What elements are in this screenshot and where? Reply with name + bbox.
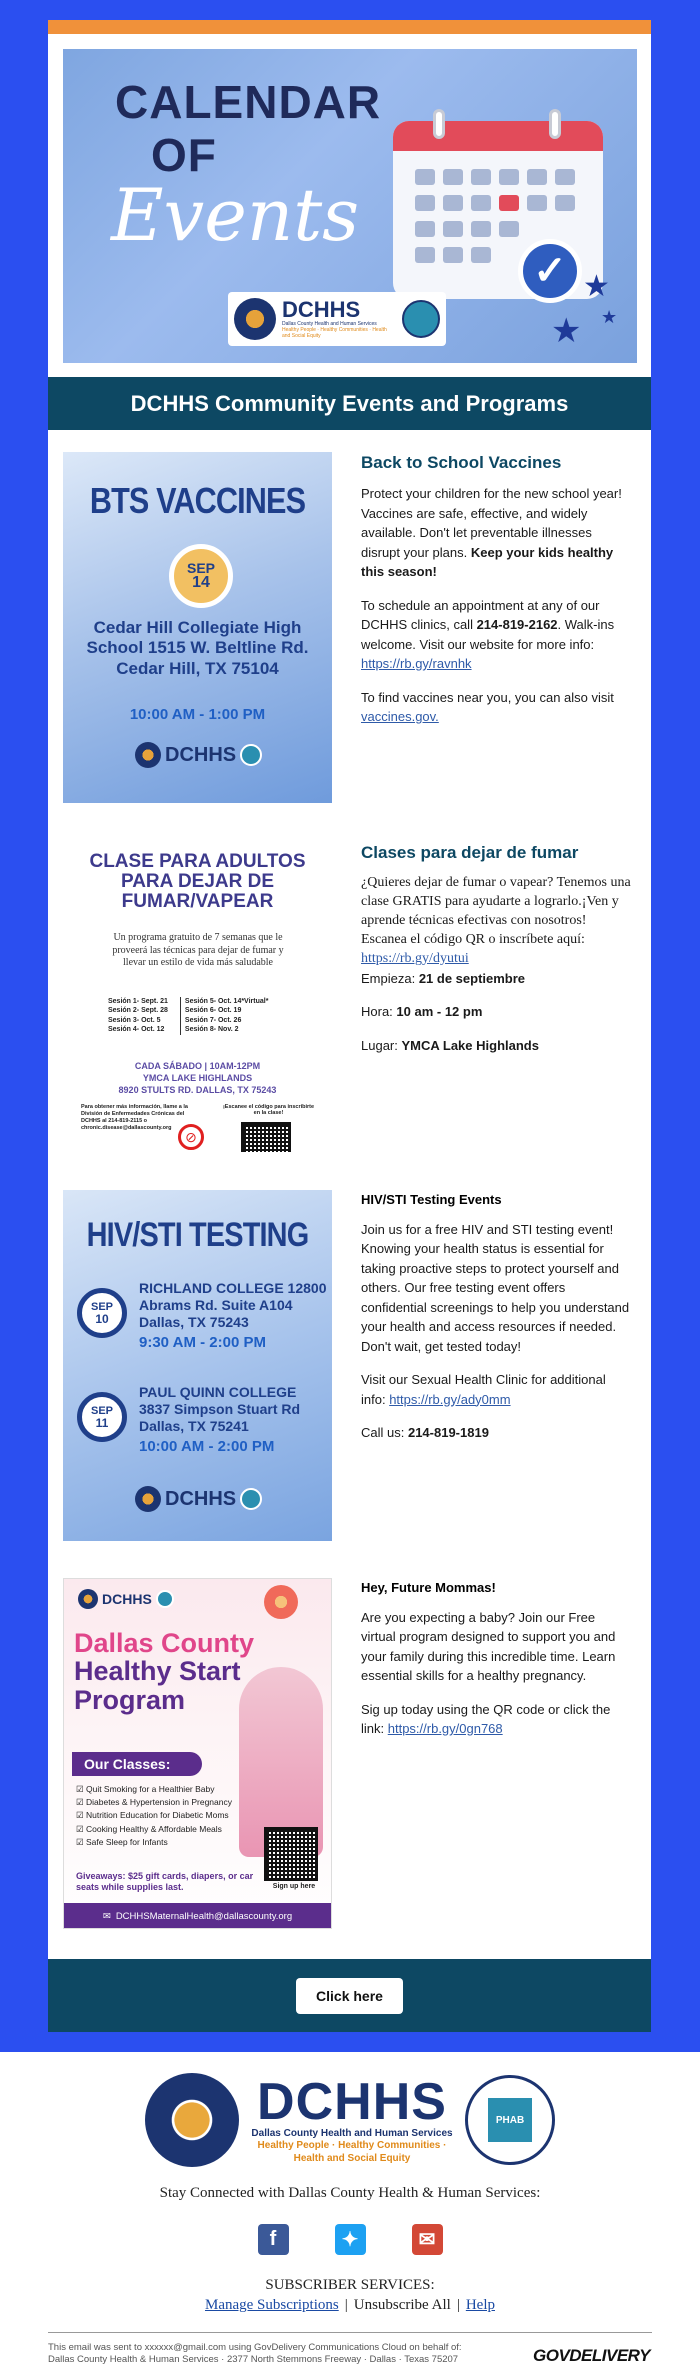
email-icon: ✉ (102, 1910, 111, 1922)
event-paragraph (361, 969, 633, 989)
event-paragraph (361, 596, 633, 674)
vaccines-gov-link[interactable]: vaccines.gov. (361, 709, 439, 725)
click-here-button[interactable]: Click here (296, 1978, 403, 2014)
date-day: 14 (192, 574, 210, 591)
date-day: 11 (95, 1415, 109, 1430)
date-day: 10 (95, 1311, 109, 1326)
poster-location (139, 1384, 329, 1456)
session-item: Sesión 4- Oct. 12 (108, 1026, 165, 1034)
subscriber-links: Manage Subscriptions | Unsubscribe All | Help (204, 2297, 495, 2313)
healthy-start-link[interactable]: https://rb.gy/0gn768 (387, 1721, 503, 1736)
checkmark-icon: ✓ (518, 239, 582, 303)
dchhs-logo (135, 742, 262, 768)
session-item: Sesión 7- Oct. 26 (184, 1016, 242, 1024)
event-text: Call us: (361, 1425, 408, 1440)
flower-icon (264, 1585, 298, 1619)
event-text: . Walk-ins welcome. Visit our website for more info: (361, 617, 615, 652)
phab-seal-icon (240, 744, 262, 766)
event-heading: HIV/STI Testing Events (361, 1192, 502, 1207)
class-item: ☑ Quit Smoking for a Healthier Baby (76, 1784, 215, 1794)
class-name: Diabetes & Hypertension in Pregnancy (85, 1797, 232, 1808)
venue-name: YMCA LAKE HIGHLANDS (142, 1073, 253, 1084)
dallas-county-seal-icon (234, 298, 276, 340)
class-name: Cooking Healthy & Affordable Meals (85, 1823, 222, 1834)
poster-subtitle: Un programa gratuito de 7 semanas que le proveerá las técnicas para dejar de fumar y llevar un estilo de vida más saludable (112, 932, 284, 968)
classes-list (76, 1783, 232, 1849)
no-smoking-icon: ⊘ (178, 1124, 204, 1150)
event-heading: Back to School Vaccines (361, 453, 562, 472)
phab-seal-icon (465, 2075, 555, 2165)
poster-title: BTS VACCINES (89, 480, 306, 521)
poster-address: Cedar Hill Collegiate High School 1515 W. Beltline Rd. Cedar Hill, TX 75104 (86, 618, 309, 678)
star-icon: ★ (551, 312, 582, 350)
help-link[interactable]: Help (465, 2297, 495, 2313)
date-month: SEP (90, 1300, 113, 1313)
event-paragraph: Join us for a free HIV and STI testing event! Knowing your health status is essential for taking proactive steps to protect yourself and others. Our free testing event offers confidential screenings to help you understand your health and access resources if needed. Don't wait, get tested today! (361, 1221, 630, 1354)
phone-number: 214-819-1819 (407, 1425, 489, 1440)
giveaway-text: Giveaways: $25 gift cards, diapers, or car seats while supplies last. (76, 1871, 254, 1893)
smoking-cessation-poster[interactable] (63, 842, 332, 1152)
hero-title-line1: CALENDAR (115, 76, 382, 128)
phone-number: 214-819-2162 (476, 617, 558, 633)
date-badge (77, 1288, 127, 1338)
signup-label: Sign up here (272, 1883, 316, 1890)
event-paragraph (361, 1423, 633, 1443)
event-text: Protect your children for the new school year! Vaccines are safe, effective, and widely available. Don't let preventable illnesses disrupt your plans. (361, 486, 622, 560)
cta-bar (48, 1959, 651, 2032)
qr-code-icon (241, 1122, 291, 1152)
poster-schedule (63, 1060, 332, 1096)
event-text-vaccines (361, 452, 633, 741)
poster-scan-text: ¡Escanee el código para inscribirte en la clase! (222, 1104, 315, 1116)
event-text-hiv (361, 1190, 633, 1457)
date-month: SEP (90, 1404, 113, 1417)
poster-title: CLASE PARA ADULTOS PARA DEJAR DE FUMAR/VAPEAR (89, 851, 306, 912)
session-item: Sesión 2- Sept. 28 (108, 1007, 168, 1015)
event-heading: Hey, Future Mommas! (361, 1580, 496, 1595)
class-item: ☑ Diabetes & Hypertension in Pregnancy (76, 1797, 232, 1808)
footer-logo-text: DCHHS (257, 2072, 447, 2131)
dallas-county-seal-icon (135, 742, 161, 768)
qr-code-icon (264, 1827, 318, 1881)
location-time: 9:30 AM - 2:00 PM (139, 1334, 266, 1352)
event-date: 21 de septiembre (418, 970, 526, 986)
event-text: Sig up today using the QR code or click the link: (361, 1701, 611, 1736)
location-time: 10:00 AM - 2:00 PM (139, 1438, 275, 1456)
event-text: Empieza: (361, 970, 419, 986)
smoking-signup-link[interactable]: https://rb.gy/dyutui (361, 950, 469, 966)
star-icon: ★ (583, 270, 610, 303)
footer-logo-tagline: Healthy People · Healthy Communities · Health and Social Equity (257, 2139, 447, 2164)
dchhs-logo (78, 1589, 174, 1609)
event-paragraph (361, 1700, 633, 1739)
subscriber-services-title: SUBSCRIBER SERVICES: (265, 2277, 435, 2293)
event-paragraph (361, 484, 633, 582)
event-place: YMCA Lake Highlands (401, 1037, 539, 1053)
bts-vaccines-poster[interactable] (63, 452, 332, 803)
class-item: ☑ Nutrition Education for Diabetic Moms (76, 1810, 229, 1821)
healthy-start-poster[interactable] (63, 1578, 332, 1929)
location-address: PAUL QUINN COLLEGE 3837 Simpson Stuart Rd Dallas, TX 75241 (139, 1384, 301, 1434)
event-text: To find vaccines near you, you can also visit (361, 689, 614, 705)
poster-info: Para obtener más información, llame a la División de Enfermedades Crónicas del DCHHS al 214-819-2115 o chronic.disease@dallascounty.org (81, 1104, 188, 1132)
footer-fine-print: This email was sent to xxxxxx@gmail.com using GovDelivery Communications Cloud on behalf of: Dallas County Health & Human Services · 2377 North Stemmons Freeway · Dallas · Texas 75207 (48, 2342, 462, 2366)
event-heading: Clases para dejar de fumar (361, 843, 579, 862)
date-badge (169, 544, 233, 608)
event-paragraph (361, 1370, 633, 1409)
class-name: Nutrition Education for Diabetic Moms (85, 1810, 229, 1821)
session-list (108, 997, 293, 1035)
class-item: ☑ Safe Sleep for Infants (76, 1836, 168, 1847)
event-paragraph (361, 874, 633, 968)
session-item: Sesión 5- Oct. 14*Virtual* (184, 998, 269, 1005)
class-name: Quit Smoking for a Healthier Baby (85, 1784, 215, 1794)
dchhs-logo-tagline: Healthy People · Healthy Communities · Health and Social Equity (282, 327, 387, 339)
event-text: ¿Quieres dejar de fumar o vapear? Tenemos una clase GRATIS para ayudarte a lograrlo.¡Ven y aprende técnicas efectivas con nosotros! Escanea el código QR o inscríbete aquí: (361, 875, 631, 947)
dchhs-logo (228, 292, 446, 346)
email-icon[interactable]: ✉ (412, 2224, 443, 2255)
classes-label: Our Classes: (72, 1752, 202, 1776)
dchhs-logo-text: DCHHS (102, 1591, 152, 1607)
hiv-sti-testing-poster[interactable] (63, 1190, 332, 1541)
section-title: DCHHS Community Events and Programs (130, 390, 569, 416)
email-card (48, 20, 651, 2032)
poster-location (139, 1280, 329, 1352)
event-hour: 10 am - 12 pm (396, 1004, 483, 1020)
dchhs-logo (135, 1486, 262, 1512)
phab-seal-icon (402, 300, 440, 338)
sexual-health-link[interactable]: https://rb.gy/ady0mm (389, 1391, 511, 1407)
poster-title-line1: Dallas County (74, 1628, 255, 1658)
venue-address: 8920 STULTS RD. DALLAS, TX 75243 (118, 1085, 277, 1096)
social-links (0, 2224, 700, 2255)
section-header (48, 377, 651, 430)
calendar-of-events-banner (63, 49, 637, 363)
class-item: ☑ Cooking Healthy & Affordable Meals (76, 1823, 222, 1834)
unsubscribe-all-link[interactable]: Unsubscribe All (353, 2297, 451, 2313)
dallas-county-seal-icon (135, 1486, 161, 1512)
session-item: Sesión 6- Oct. 19 (184, 1007, 242, 1015)
poster-title: HIV/STI TESTING (86, 1216, 309, 1254)
star-icon: ★ (601, 307, 618, 327)
footer-dchhs-logo (145, 2067, 555, 2173)
event-text-mommas (361, 1578, 633, 1753)
dchhs-logo-text: DCHHS (165, 1487, 237, 1510)
stay-connected-text: Stay Connected with Dallas County Health & Human Services: (159, 2185, 541, 2201)
dchhs-logo-subtitle: Dallas County Health and Human Services (282, 321, 377, 327)
date-badge (77, 1392, 127, 1442)
hero-script-title: Events (111, 173, 360, 257)
schedule-text: CADA SÁBADO | 10AM-12PM (134, 1061, 261, 1071)
location-address: RICHLAND COLLEGE 12800 Abrams Rd. Suite A104 Dallas, TX 75243 (139, 1280, 327, 1330)
poster-email-bar (64, 1903, 331, 1929)
facebook-icon[interactable]: f (258, 2224, 289, 2255)
session-item: Sesión 3- Oct. 5 (108, 1016, 161, 1024)
vaccines-info-link[interactable]: https://rb.gy/ravnhk (361, 656, 472, 672)
govdelivery-logo[interactable]: GOVDELIVERY (533, 2346, 650, 2365)
session-item: Sesión 1- Sept. 21 (108, 998, 168, 1005)
orange-top-bar (48, 20, 651, 34)
hero-title-line2: OF (151, 129, 217, 181)
poster-time: 10:00 AM - 1:00 PM (129, 706, 266, 723)
session-item: Sesión 8- Nov. 2 (184, 1026, 239, 1034)
event-paragraph (361, 1036, 633, 1056)
dchhs-logo-text: DCHHS (282, 297, 361, 322)
dallas-county-seal-icon (145, 2073, 239, 2167)
phab-label: PHAB (488, 2098, 532, 2142)
twitter-icon[interactable]: ✦ (335, 2224, 366, 2255)
event-paragraph (361, 1002, 633, 1022)
dallas-county-seal-icon (78, 1589, 98, 1609)
phab-seal-icon (240, 1488, 262, 1510)
poster-title-line2: Healthy Start Program (74, 1656, 241, 1715)
footer-divider (48, 2332, 652, 2333)
event-text: Visit our Sexual Health Clinic for additional info: (361, 1372, 606, 1407)
event-paragraph (361, 688, 633, 727)
manage-subscriptions-link[interactable]: Manage Subscriptions (204, 2297, 339, 2313)
event-text: To schedule an appointment at any of our DCHHS clinics, call (361, 597, 600, 633)
event-text-smoking (361, 842, 633, 1069)
phab-seal-icon (156, 1590, 174, 1608)
event-text: Hora: (361, 1004, 397, 1020)
footer-logo-subtitle: Dallas County Health and Human Services (251, 2127, 453, 2139)
calendar-icon (393, 109, 603, 299)
poster-email: DCHHSMaternalHealth@dallascounty.org (115, 1910, 293, 1922)
event-text: Lugar: (361, 1037, 402, 1053)
event-emphasis: Keep your kids healthy this season! (361, 544, 614, 580)
class-name: Safe Sleep for Infants (85, 1836, 168, 1847)
date-month: SEP (186, 560, 215, 576)
event-paragraph: Are you expecting a baby? Join our Free virtual program designed to support you and your family during this incredible time. Learn essential skills for a healthy pregnancy. (361, 1609, 616, 1683)
dchhs-logo-text: DCHHS (165, 743, 237, 766)
